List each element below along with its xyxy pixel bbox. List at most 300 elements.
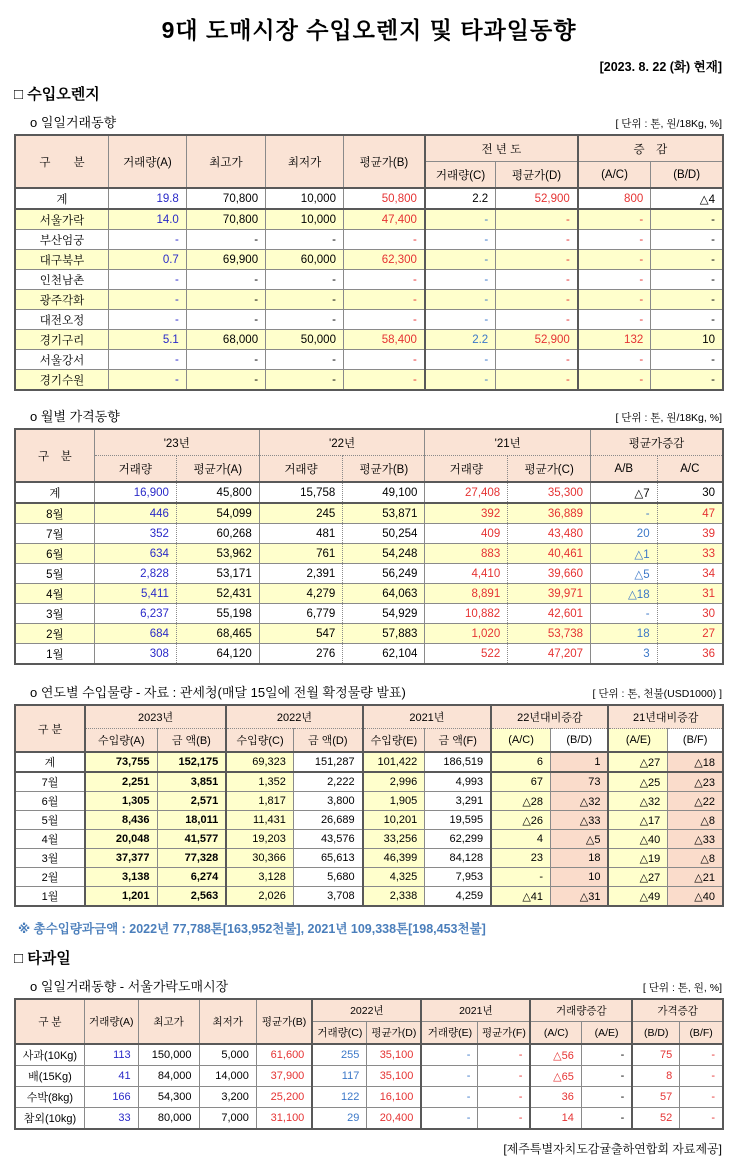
column-header: 수입량(E) bbox=[363, 729, 425, 753]
cell: 84,000 bbox=[138, 1066, 199, 1087]
row-label: 계 bbox=[15, 752, 85, 772]
header-row bbox=[15, 705, 723, 729]
cell: 3,128 bbox=[226, 868, 293, 887]
cell: - bbox=[651, 310, 723, 330]
cell: 4,410 bbox=[425, 564, 508, 584]
cell: 52 bbox=[632, 1108, 679, 1130]
cell: △65 bbox=[530, 1066, 581, 1087]
cell: - bbox=[578, 230, 651, 250]
cell: 52,431 bbox=[176, 584, 259, 604]
cell: - bbox=[578, 290, 651, 310]
cell: - bbox=[266, 370, 344, 391]
column-header: 평균가(F) bbox=[478, 1022, 530, 1045]
cell: 4,279 bbox=[259, 584, 343, 604]
cell: △19 bbox=[608, 849, 667, 868]
cell: 67 bbox=[491, 772, 550, 792]
cell: △41 bbox=[491, 887, 550, 907]
cell: △25 bbox=[608, 772, 667, 792]
cell: 36,889 bbox=[508, 503, 591, 524]
cell: 6 bbox=[491, 752, 550, 772]
cell: 1,020 bbox=[425, 624, 508, 644]
cell: - bbox=[496, 209, 578, 230]
cell: - bbox=[578, 250, 651, 270]
column-header: 금 액(D) bbox=[293, 729, 362, 753]
cell: - bbox=[478, 1066, 530, 1087]
cell: 6,237 bbox=[94, 604, 176, 624]
cell: 132 bbox=[578, 330, 651, 350]
row-label: 경기수원 bbox=[15, 370, 108, 391]
cell: 29 bbox=[312, 1108, 367, 1130]
cell: - bbox=[581, 1066, 632, 1087]
cell: △28 bbox=[491, 792, 550, 811]
subsection-yearly-import-label: o 연도별 수입물량 - 자료 : 관세청(매달 15일에 전월 확정물량 발표) bbox=[30, 685, 406, 700]
cell: 33 bbox=[657, 544, 723, 564]
table-row bbox=[15, 887, 723, 907]
cell: 33,256 bbox=[363, 830, 425, 849]
cell: 10,000 bbox=[266, 188, 344, 209]
cell: 2,391 bbox=[259, 564, 343, 584]
column-header: 2023년 bbox=[85, 705, 226, 729]
cell: - bbox=[496, 350, 578, 370]
cell: 18 bbox=[591, 624, 658, 644]
cell: 39,660 bbox=[508, 564, 591, 584]
column-header: 전 년 도 bbox=[425, 135, 578, 162]
table-row bbox=[15, 270, 723, 290]
table-row bbox=[15, 1087, 723, 1108]
table-row bbox=[15, 250, 723, 270]
cell: 16,100 bbox=[367, 1087, 422, 1108]
cell: 62,104 bbox=[343, 644, 425, 665]
cell: - bbox=[651, 230, 723, 250]
row-label: 계 bbox=[15, 188, 108, 209]
cell: - bbox=[421, 1108, 478, 1130]
cell: 40,461 bbox=[508, 544, 591, 564]
cell: 761 bbox=[259, 544, 343, 564]
cell: 1,352 bbox=[226, 772, 293, 792]
cell: △5 bbox=[591, 564, 658, 584]
cell: 8,891 bbox=[425, 584, 508, 604]
column-header: 거래량(E) bbox=[421, 1022, 478, 1045]
row-label: 수박(8kg) bbox=[15, 1087, 84, 1108]
row-label: 2월 bbox=[15, 624, 94, 644]
cell: 122 bbox=[312, 1087, 367, 1108]
cell: 4,993 bbox=[425, 772, 491, 792]
fruit-label-row bbox=[16, 976, 722, 995]
cell: △49 bbox=[608, 887, 667, 907]
cell: 23 bbox=[491, 849, 550, 868]
cell: 57,883 bbox=[343, 624, 425, 644]
cell: - bbox=[578, 370, 651, 391]
cell: △27 bbox=[608, 752, 667, 772]
cell: 7,000 bbox=[199, 1108, 256, 1130]
column-header: 금 액(F) bbox=[425, 729, 491, 753]
cell: 3 bbox=[591, 644, 658, 665]
cell: △40 bbox=[668, 887, 723, 907]
cell: - bbox=[186, 350, 265, 370]
cell: - bbox=[108, 290, 186, 310]
column-header: 평균가(D) bbox=[367, 1022, 422, 1045]
cell: - bbox=[343, 290, 424, 310]
table-row bbox=[15, 644, 723, 665]
yearly-label-row bbox=[16, 682, 722, 701]
cell: 151,287 bbox=[293, 752, 362, 772]
column-header: (A/E) bbox=[581, 1022, 632, 1045]
cell: - bbox=[680, 1087, 723, 1108]
column-header: 구 분 bbox=[15, 429, 94, 482]
cell: - bbox=[581, 1087, 632, 1108]
cell: 20,048 bbox=[85, 830, 157, 849]
unit-label-daily: [ 단위 : 톤, 원/18Kg, %] bbox=[615, 118, 722, 130]
cell: 1,201 bbox=[85, 887, 157, 907]
column-header: 거래량(A) bbox=[108, 135, 186, 188]
cell: 2.2 bbox=[425, 330, 496, 350]
cell: 684 bbox=[94, 624, 176, 644]
row-label: 4월 bbox=[15, 584, 94, 604]
cell: 308 bbox=[94, 644, 176, 665]
cell: 20 bbox=[591, 524, 658, 544]
cell: 16,900 bbox=[94, 482, 176, 503]
cell: 70,800 bbox=[186, 188, 265, 209]
cell: - bbox=[421, 1044, 478, 1066]
cell: 73 bbox=[551, 772, 609, 792]
cell: 3,708 bbox=[293, 887, 362, 907]
cell: 54,248 bbox=[343, 544, 425, 564]
column-header: 최고가 bbox=[138, 999, 199, 1044]
column-header: (B/D) bbox=[551, 729, 609, 753]
cell: 35,100 bbox=[367, 1044, 422, 1066]
cell: 2,338 bbox=[363, 887, 425, 907]
cell: - bbox=[425, 310, 496, 330]
column-header: '22년 bbox=[259, 429, 425, 456]
column-header: 가격증감 bbox=[632, 999, 723, 1022]
cell: 2,251 bbox=[85, 772, 157, 792]
cell: △1 bbox=[591, 544, 658, 564]
cell: 42,601 bbox=[508, 604, 591, 624]
column-header: 2022년 bbox=[226, 705, 362, 729]
unit-label-fruit: [ 단위 : 톤, 원, %] bbox=[642, 982, 722, 994]
cell: - bbox=[478, 1087, 530, 1108]
cell: - bbox=[266, 290, 344, 310]
column-header: (A/C) bbox=[578, 162, 651, 189]
cell: - bbox=[651, 209, 723, 230]
cell: - bbox=[343, 230, 424, 250]
cell: 15,758 bbox=[259, 482, 343, 503]
cell: △23 bbox=[668, 772, 723, 792]
cell: - bbox=[651, 370, 723, 391]
cell: 10,000 bbox=[266, 209, 344, 230]
cell: - bbox=[680, 1066, 723, 1087]
table-row bbox=[15, 811, 723, 830]
cell: 50,000 bbox=[266, 330, 344, 350]
cell: 35,300 bbox=[508, 482, 591, 503]
table-row bbox=[15, 230, 723, 250]
cell: 57 bbox=[632, 1087, 679, 1108]
cell: 3,851 bbox=[157, 772, 226, 792]
cell: 10 bbox=[551, 868, 609, 887]
row-label: 대전오정 bbox=[15, 310, 108, 330]
column-header: (B/D) bbox=[651, 162, 723, 189]
column-header: 거래량(C) bbox=[312, 1022, 367, 1045]
cell: - bbox=[343, 310, 424, 330]
cell: - bbox=[578, 350, 651, 370]
cell: 101,422 bbox=[363, 752, 425, 772]
row-label: 경기구리 bbox=[15, 330, 108, 350]
column-header: 평균가(D) bbox=[496, 162, 578, 189]
cell: 25,200 bbox=[256, 1087, 312, 1108]
cell: - bbox=[108, 370, 186, 391]
cell: 19,203 bbox=[226, 830, 293, 849]
cell: △7 bbox=[591, 482, 658, 503]
column-header: 평균가(B) bbox=[343, 456, 425, 483]
cell: 43,576 bbox=[293, 830, 362, 849]
cell: 73,755 bbox=[85, 752, 157, 772]
cell: 152,175 bbox=[157, 752, 226, 772]
cell: △31 bbox=[551, 887, 609, 907]
cell: 522 bbox=[425, 644, 508, 665]
column-header: A/C bbox=[657, 456, 723, 483]
row-label: 8월 bbox=[15, 503, 94, 524]
cell: 53,171 bbox=[176, 564, 259, 584]
cell: - bbox=[591, 604, 658, 624]
column-header: (B/F) bbox=[680, 1022, 723, 1045]
column-header: A/B bbox=[591, 456, 658, 483]
cell: 53,962 bbox=[176, 544, 259, 564]
cell: 34 bbox=[657, 564, 723, 584]
row-label: 광주각화 bbox=[15, 290, 108, 310]
column-header: 거래량 bbox=[259, 456, 343, 483]
cell: 150,000 bbox=[138, 1044, 199, 1066]
cell: - bbox=[496, 230, 578, 250]
cell: 10,882 bbox=[425, 604, 508, 624]
cell: 31 bbox=[657, 584, 723, 604]
column-header: 평균가증감 bbox=[591, 429, 723, 456]
cell: △33 bbox=[551, 811, 609, 830]
cell: 3,200 bbox=[199, 1087, 256, 1108]
cell: 5,680 bbox=[293, 868, 362, 887]
cell: 481 bbox=[259, 524, 343, 544]
cell: 166 bbox=[84, 1087, 138, 1108]
column-header: 거래량(C) bbox=[425, 162, 496, 189]
cell: 5,000 bbox=[199, 1044, 256, 1066]
row-label: 5월 bbox=[15, 564, 94, 584]
cell: 634 bbox=[94, 544, 176, 564]
cell: 54,099 bbox=[176, 503, 259, 524]
cell: 47 bbox=[657, 503, 723, 524]
row-label: 배(15Kg) bbox=[15, 1066, 84, 1087]
table-row bbox=[15, 524, 723, 544]
cell: 14.0 bbox=[108, 209, 186, 230]
data-source-footer: [제주특별자치도감귤출하연합회 자료제공] bbox=[503, 1142, 722, 1156]
cell: 2,571 bbox=[157, 792, 226, 811]
cell: - bbox=[266, 310, 344, 330]
cell: - bbox=[343, 270, 424, 290]
cell: 65,613 bbox=[293, 849, 362, 868]
cell: - bbox=[421, 1066, 478, 1087]
row-label: 7월 bbox=[15, 772, 85, 792]
column-header: 2021년 bbox=[363, 705, 492, 729]
column-header: 2021년 bbox=[421, 999, 530, 1022]
cell: 3,800 bbox=[293, 792, 362, 811]
cell: 255 bbox=[312, 1044, 367, 1066]
cell: 5.1 bbox=[108, 330, 186, 350]
column-header: (A/C) bbox=[530, 1022, 581, 1045]
cell: 61,600 bbox=[256, 1044, 312, 1066]
table-row bbox=[15, 584, 723, 604]
cell: 75 bbox=[632, 1044, 679, 1066]
column-header: 구 분 bbox=[15, 135, 108, 188]
cell: 1,305 bbox=[85, 792, 157, 811]
cell: - bbox=[651, 290, 723, 310]
cell: 41 bbox=[84, 1066, 138, 1087]
table-row bbox=[15, 752, 723, 772]
row-label: 1월 bbox=[15, 887, 85, 907]
daily-trade-table bbox=[14, 134, 724, 391]
subsection-monthly-price-label: o 월별 가격동향 bbox=[30, 409, 120, 424]
table-row bbox=[15, 482, 723, 503]
cell: 4,259 bbox=[425, 887, 491, 907]
row-label: 1월 bbox=[15, 644, 94, 665]
cell: - bbox=[425, 230, 496, 250]
fruit-daily-table bbox=[14, 998, 724, 1130]
row-label: 2월 bbox=[15, 868, 85, 887]
cell: - bbox=[266, 270, 344, 290]
column-header: 구 분 bbox=[15, 999, 84, 1044]
daily-label-row bbox=[16, 112, 722, 131]
cell: △26 bbox=[491, 811, 550, 830]
cell: 883 bbox=[425, 544, 508, 564]
cell: - bbox=[186, 370, 265, 391]
cell: 3,291 bbox=[425, 792, 491, 811]
cell: 20,400 bbox=[367, 1108, 422, 1130]
row-label: 참외(10kg) bbox=[15, 1108, 84, 1130]
cell: 55,198 bbox=[176, 604, 259, 624]
cell: △18 bbox=[668, 752, 723, 772]
cell: 41,577 bbox=[157, 830, 226, 849]
cell: 30 bbox=[657, 482, 723, 503]
cell: 70,800 bbox=[186, 209, 265, 230]
column-header: 구 분 bbox=[15, 705, 85, 752]
cell: 18 bbox=[551, 849, 609, 868]
cell: 392 bbox=[425, 503, 508, 524]
cell: 35,100 bbox=[367, 1066, 422, 1087]
cell: - bbox=[186, 310, 265, 330]
cell: 56,249 bbox=[343, 564, 425, 584]
cell: 276 bbox=[259, 644, 343, 665]
cell: - bbox=[108, 310, 186, 330]
table-row bbox=[15, 1108, 723, 1130]
column-header: 증 감 bbox=[578, 135, 723, 162]
column-header: 거래량증감 bbox=[530, 999, 632, 1022]
cell: △40 bbox=[608, 830, 667, 849]
cell: 46,399 bbox=[363, 849, 425, 868]
cell: 62,300 bbox=[343, 250, 424, 270]
cell: 2,222 bbox=[293, 772, 362, 792]
cell: 68,465 bbox=[176, 624, 259, 644]
cell: 39 bbox=[657, 524, 723, 544]
cell: 14,000 bbox=[199, 1066, 256, 1087]
cell: 113 bbox=[84, 1044, 138, 1066]
cell: 186,519 bbox=[425, 752, 491, 772]
column-header: 거래량(A) bbox=[84, 999, 138, 1044]
column-header: (A/C) bbox=[491, 729, 550, 753]
monthly-label-row bbox=[16, 406, 722, 425]
header-row bbox=[15, 135, 723, 162]
cell: 800 bbox=[578, 188, 651, 209]
cell: 1,905 bbox=[363, 792, 425, 811]
column-header: '23년 bbox=[94, 429, 259, 456]
cell: 68,000 bbox=[186, 330, 265, 350]
cell: - bbox=[425, 350, 496, 370]
table-row bbox=[15, 209, 723, 230]
cell: - bbox=[478, 1044, 530, 1066]
cell: 69,900 bbox=[186, 250, 265, 270]
column-header: 2022년 bbox=[312, 999, 421, 1022]
table-row bbox=[15, 290, 723, 310]
section-import-orange-heading: □ 수입오렌지 bbox=[14, 86, 100, 103]
cell: 8,436 bbox=[85, 811, 157, 830]
cell: - bbox=[478, 1108, 530, 1130]
cell: 4 bbox=[491, 830, 550, 849]
cell: 53,871 bbox=[343, 503, 425, 524]
column-header: (A/E) bbox=[608, 729, 667, 753]
cell: - bbox=[186, 290, 265, 310]
row-label: 4월 bbox=[15, 830, 85, 849]
cell: 54,300 bbox=[138, 1087, 199, 1108]
cell: - bbox=[266, 350, 344, 370]
cell: 30,366 bbox=[226, 849, 293, 868]
cell: - bbox=[680, 1044, 723, 1066]
cell: △56 bbox=[530, 1044, 581, 1066]
header-row bbox=[15, 429, 723, 456]
report-date: [2023. 8. 22 (화) 현재] bbox=[599, 60, 722, 74]
cell: △8 bbox=[668, 811, 723, 830]
cell: - bbox=[496, 310, 578, 330]
column-header: 22년대비증감 bbox=[491, 705, 608, 729]
row-label: 인천남촌 bbox=[15, 270, 108, 290]
table-row bbox=[15, 330, 723, 350]
cell: 117 bbox=[312, 1066, 367, 1087]
cell: 446 bbox=[94, 503, 176, 524]
cell: 26,689 bbox=[293, 811, 362, 830]
cell: 6,779 bbox=[259, 604, 343, 624]
cell: 47,207 bbox=[508, 644, 591, 665]
cell: 0.7 bbox=[108, 250, 186, 270]
cell: - bbox=[343, 350, 424, 370]
row-label: 서울강서 bbox=[15, 350, 108, 370]
monthly-price-table bbox=[14, 428, 724, 665]
cell: - bbox=[496, 290, 578, 310]
unit-label-yearly: [ 단위 : 톤, 천불(USD1000) ] bbox=[592, 688, 722, 700]
cell: 19,595 bbox=[425, 811, 491, 830]
cell: 62,299 bbox=[425, 830, 491, 849]
row-label: 3월 bbox=[15, 604, 94, 624]
row-label: 3월 bbox=[15, 849, 85, 868]
column-header: 수입량(A) bbox=[85, 729, 157, 753]
cell: 84,128 bbox=[425, 849, 491, 868]
table-row bbox=[15, 564, 723, 584]
cell: 52,900 bbox=[496, 188, 578, 209]
cell: △22 bbox=[668, 792, 723, 811]
table-row bbox=[15, 503, 723, 524]
table-row bbox=[15, 830, 723, 849]
cell: 14 bbox=[530, 1108, 581, 1130]
cell: - bbox=[186, 270, 265, 290]
cell: - bbox=[343, 370, 424, 391]
cell: - bbox=[425, 270, 496, 290]
page-title: 9대 도매시장 수입오렌지 및 타과일동향 bbox=[161, 17, 577, 43]
cell: - bbox=[496, 250, 578, 270]
cell: 64,120 bbox=[176, 644, 259, 665]
